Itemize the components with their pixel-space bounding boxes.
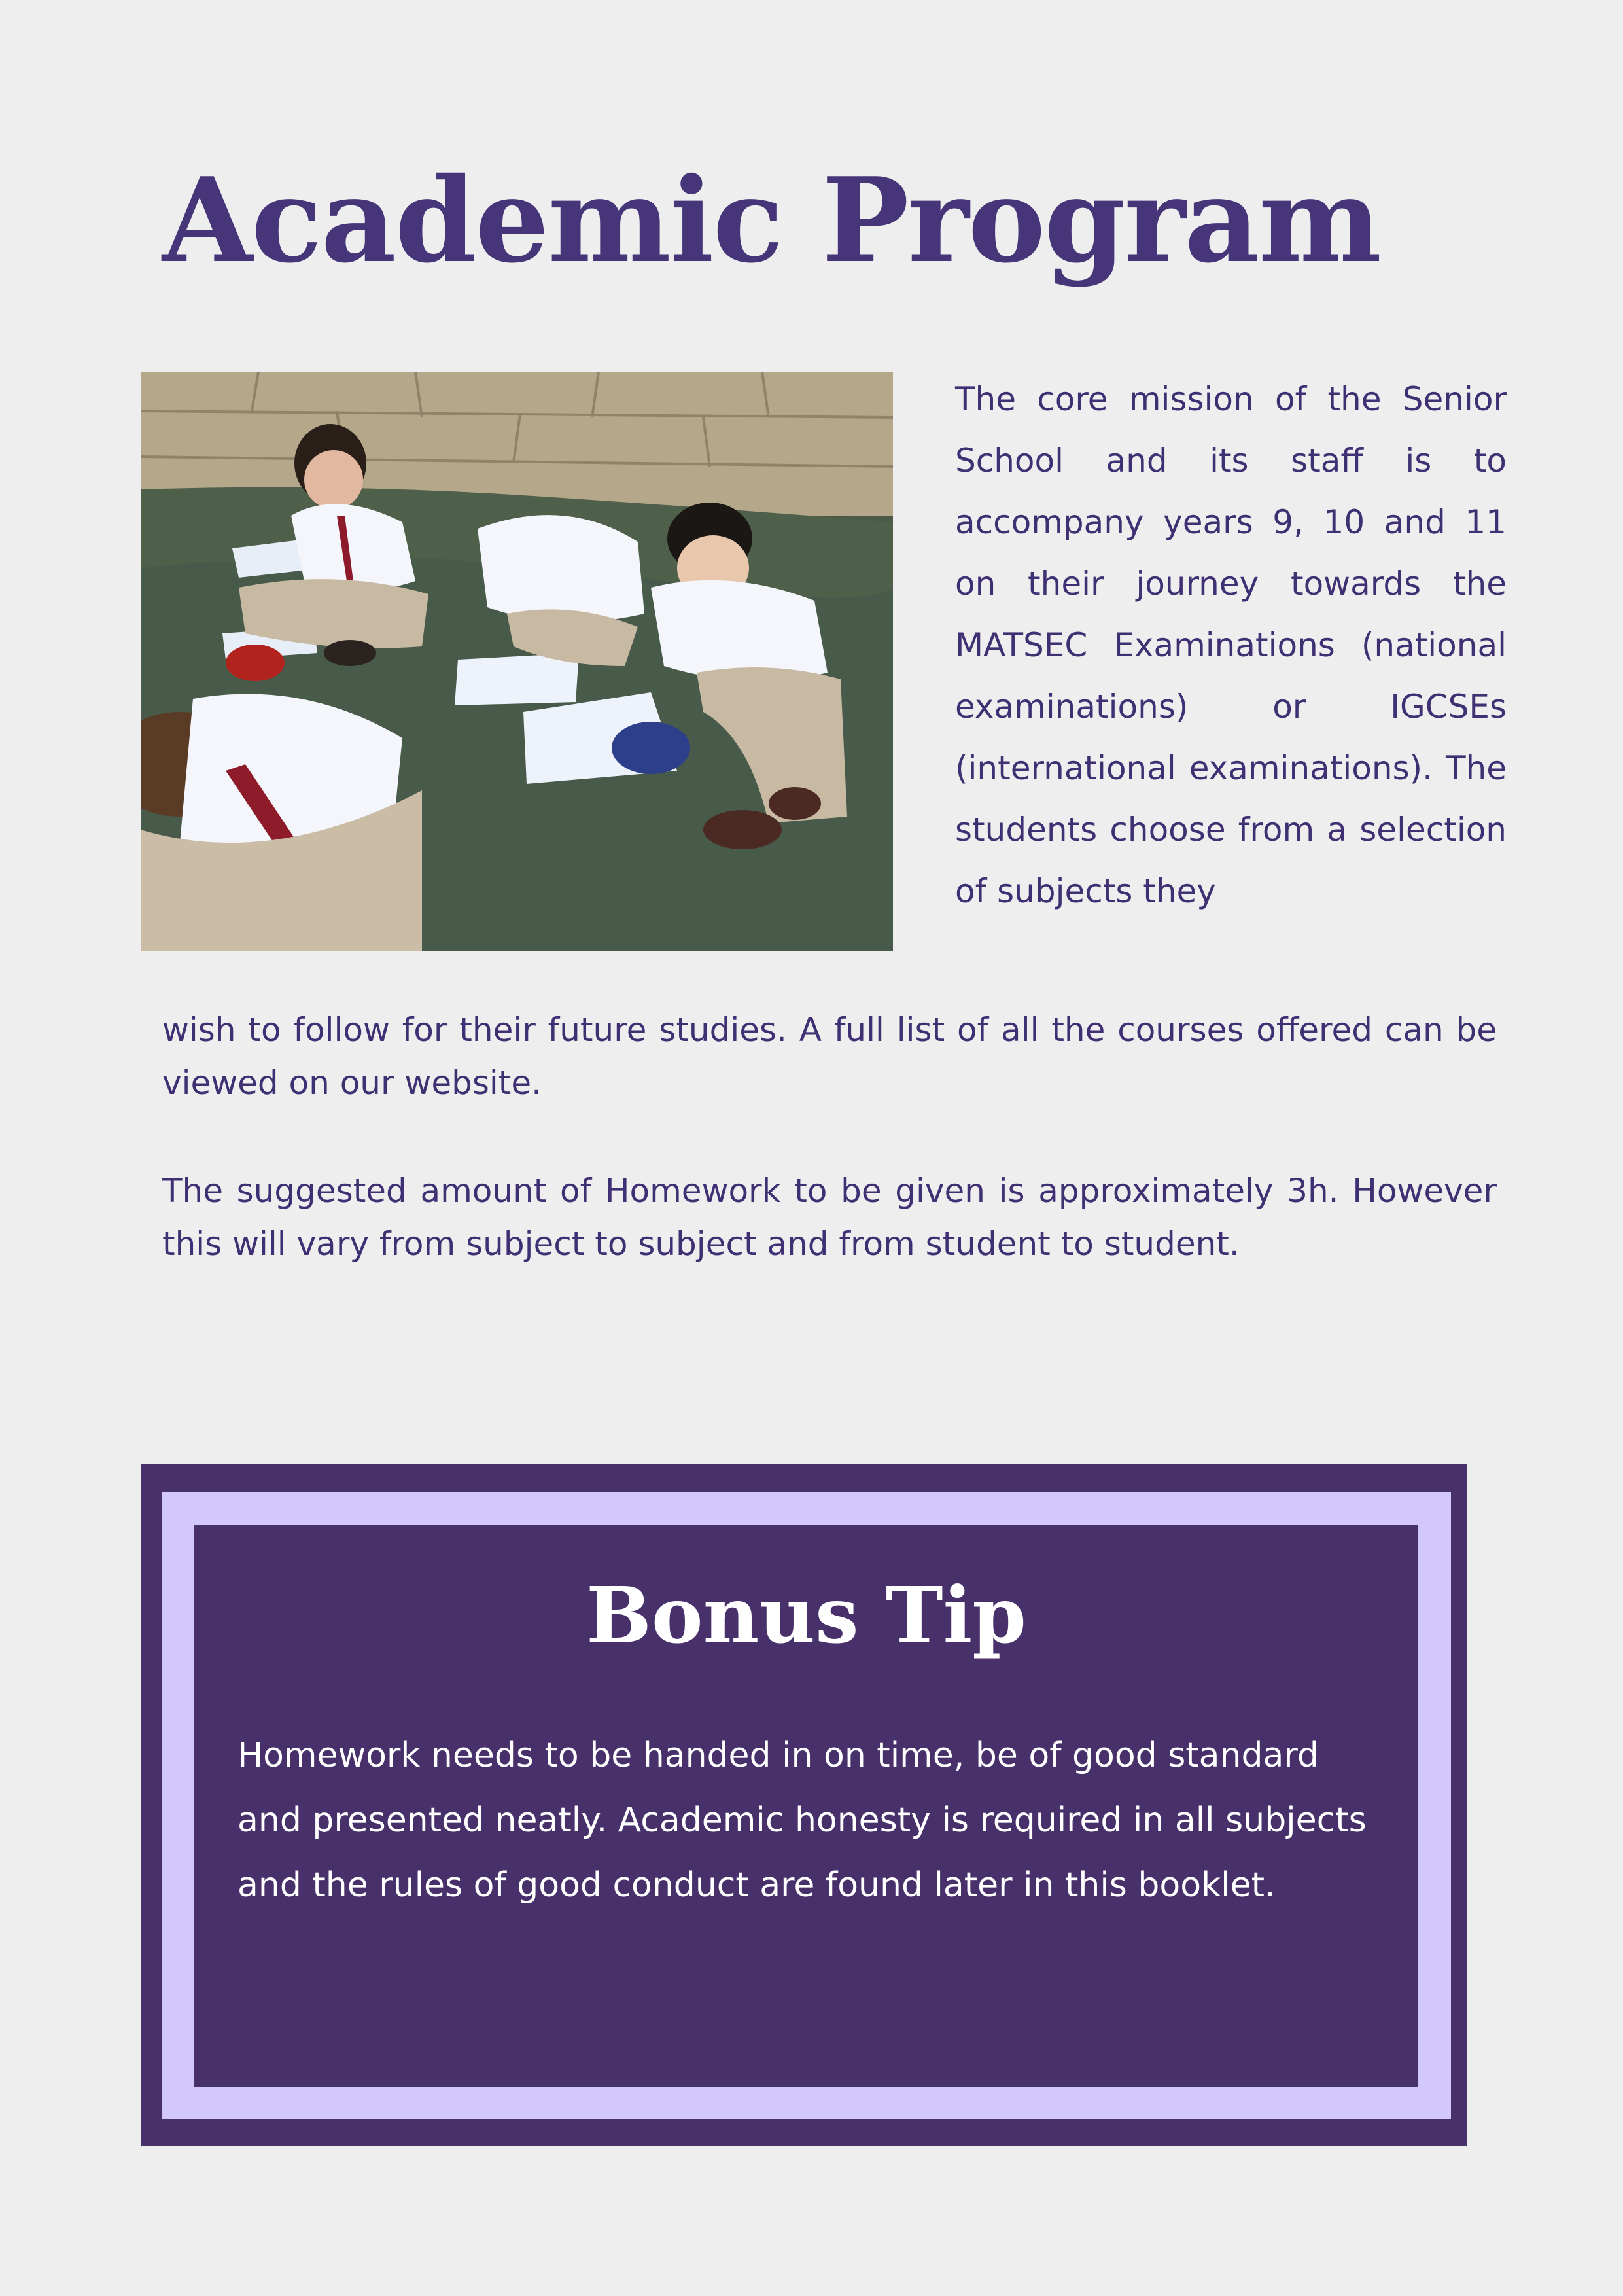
bonus-tip-box (141, 1464, 1467, 2146)
students-photo (141, 372, 893, 951)
bonus-tip-text: Homework needs to be handed in on time, be of good standard and presented neatly. Academic honesty is required in all subjects and the rules of good conduct are found later in this booklet. (237, 1736, 1367, 1905)
bonus-tip-border (162, 1492, 1451, 2119)
bonus-tip-panel (194, 1525, 1418, 2087)
homework-paragraph: The suggested amount of Homework to be given is approximately 3h. However this will vary from subject to subject and from student to student. (162, 1172, 1497, 1263)
students-photo-illustration (141, 372, 893, 951)
bonus-tip-title: Bonus Tip (586, 1570, 1026, 1661)
page-title: Academic Program (162, 152, 1381, 289)
intro-paragraph: The core mission of the Senior School and its staff is to accompany years 9, 10 and 11 on their journey towards the MATSEC Examinations (national examinations) or IGCSEs (international examinations). The students choose from a selection of subjects they (955, 380, 1507, 910)
intro-continuation: wish to follow for their future studies. A full list of all the courses offered can be viewed on our website. (162, 1011, 1497, 1102)
